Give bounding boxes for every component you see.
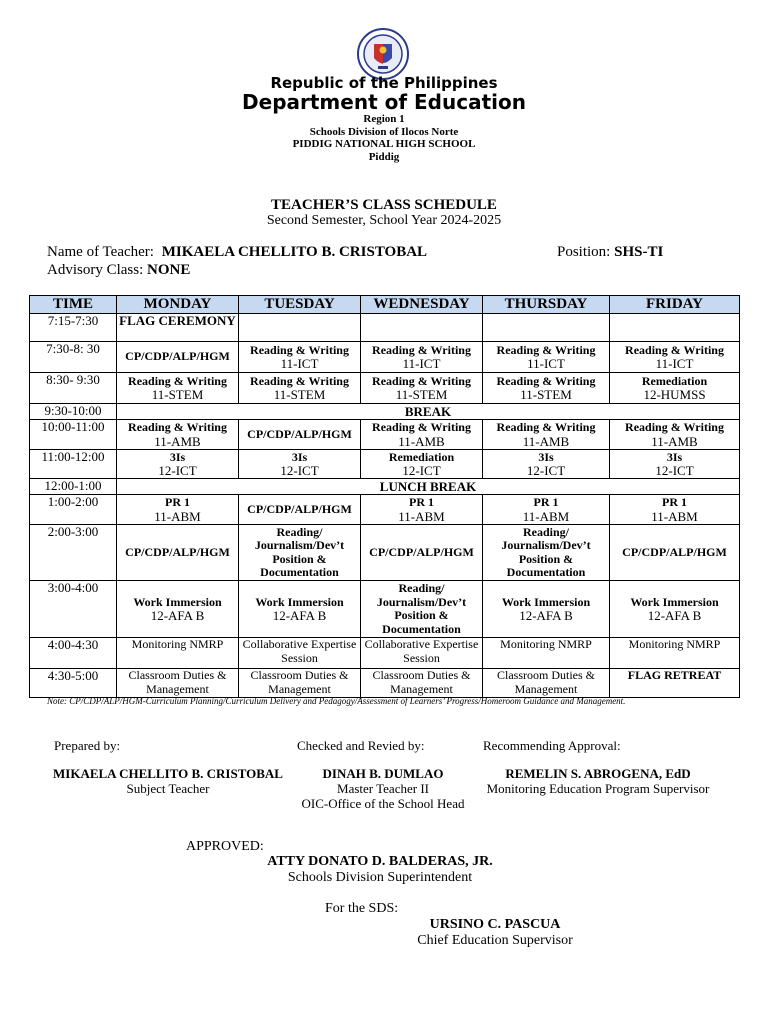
schedule-cell [610,342,740,373]
checked-title: Master Teacher II [337,781,429,796]
section-label: 12-ICT [158,463,197,478]
section-label: 11-ICT [527,356,565,371]
schedule-cell [483,373,610,404]
time-cell: 9:30-10:00 [30,404,117,420]
section-label: Collaborative Expertise Session [364,637,479,665]
schedule-cell [361,373,483,404]
time-cell: 8:30- 9:30 [30,373,117,404]
schedule-cell [117,373,239,404]
subject-label: Work Immersion [501,594,591,609]
time-cell: 2:00-3:00 [30,525,117,581]
schedule-cell [239,450,361,479]
table-row [30,479,740,495]
approved-label: APPROVED: [186,839,264,854]
section-label: 11-STEM [273,387,326,402]
time-cell: 1:00-2:00 [30,495,117,525]
section-label: 12-ICT [402,463,441,478]
subject-label: Reading & Writing [250,342,349,357]
table-row [30,581,740,638]
subject-label: Reading & Writing [128,420,227,434]
schedule-cell [239,314,361,342]
section-label: Classroom Duties & Management [497,668,595,696]
recommending-name: REMELIN S. ABROGENA, EdD [505,766,691,781]
time-cell: 4:30-5:00 [30,669,117,698]
school-line: PIDDIG NATIONAL HIGH SCHOOL [292,138,476,150]
column-header-tuesday: TUESDAY [239,296,361,314]
region-line: Region 1 [363,113,405,125]
section-label: 12-ICT [280,463,319,478]
subject-label: Reading & Writing [496,420,596,434]
for-sds-title: Chief Education Supervisor [417,933,573,948]
schedule-cell [610,314,740,342]
time-cell: 10:00-11:00 [30,420,117,450]
section-label: 12-AFA B [150,608,205,623]
schedule-cell [361,525,483,581]
republic-heading: Republic of the Philippines [270,74,498,92]
section-label: 11-AMB [398,433,445,449]
schedule-cell [361,669,483,698]
subject-label: Reading & Writing [625,420,724,434]
subject-label: CP/CDP/ALP/HGM [125,544,230,559]
advisory-row [47,262,190,279]
section-label: 11-AMB [651,433,698,449]
subject-label: Remediation [388,449,455,464]
town-line: Piddig [368,151,400,163]
table-row [30,450,740,479]
for-sds-signatory [400,917,590,949]
schedule-cell [610,373,740,404]
subject-label: Work Immersion [255,594,344,609]
schedule-cell [483,314,610,342]
column-header-time: TIME [30,296,117,314]
schedule-cell [610,450,740,479]
time-cell: 7:15-7:30 [30,314,117,342]
subject-label: CP/CDP/ALP/HGM [247,426,352,441]
deped-seal-icon [357,28,409,80]
subject-label: Reading & Writing [496,373,596,388]
schedule-cell [361,450,483,479]
subject-label: CP/CDP/ALP/HGM [247,501,352,516]
section-label: 11-AMB [522,433,570,449]
prepared-name: MIKAELA CHELLITO B. CRISTOBAL [53,766,283,781]
recommending-label: Recommending Approval: [483,738,621,753]
subject-label: Reading & Writing [625,342,724,357]
schedule-cell [483,581,610,638]
schedule-cell [239,342,361,373]
division-line: Schools Division of Ilocos Norte [309,126,459,138]
advisory-label: Advisory Class: [47,262,144,278]
prepared-by-label: Prepared by: [54,738,121,753]
subject-label: Reading & Writing [372,373,471,388]
time-cell: 12:00-1:00 [30,479,117,495]
schedule-cell [239,525,361,581]
section-label: 11-ICT [402,356,441,371]
prepared-title: Subject Teacher [126,781,210,796]
table-row [30,342,740,373]
schedule-cell [361,420,483,450]
schedule-cell [117,525,239,581]
schedule-cell [239,495,361,525]
checked-name: DINAH B. DUMLAO [322,766,444,781]
approved-name: ATTY DONATO D. BALDERAS, JR. [267,854,493,869]
checked-title-2: OIC-Office of the School Head [301,796,465,811]
table-row [30,314,740,342]
table-row [30,373,740,404]
subject-label: CP/CDP/ALP/HGM [369,544,474,559]
column-header-friday: FRIDAY [610,296,740,314]
table-row [30,525,740,581]
schedule-cell [117,581,239,638]
section-label: 12-HUMSS [643,387,706,402]
schedule-cell [483,420,610,450]
approved-title: Schools Division Superintendent [287,870,473,885]
schedule-cell [117,342,239,373]
recommending-title: Monitoring Education Program Supervisor [486,781,710,796]
schedule-cell [239,638,361,669]
subject-label: PR 1 [533,495,559,509]
break-cell: LUNCH BREAK [117,479,740,495]
schedule-cell [610,669,740,698]
subject-label: Reading & Writing [250,373,349,388]
section-label: Collaborative Expertise Session [242,637,357,665]
section-label: 11-ICT [280,356,319,371]
schedule-note: Note: CP/CDP/ALP/HGM-Curriculum Planning/Curriculum Delivery and Pedagogy/Assessment of Learners’ Progress/Homeroom Guidance and Management. [47,696,626,706]
department-heading: Department of Education [242,90,526,114]
subject-label: 3Is [169,449,186,464]
schedule-cell [610,495,740,525]
section-label: Classroom Duties & Management [128,668,227,696]
subject-label: Work Immersion [133,594,222,609]
subject-label: PR 1 [662,495,687,509]
schedule-cell [483,525,610,581]
section-label: 11-AMB [154,433,201,449]
column-header-thursday: THURSDAY [483,296,610,314]
schedule-cell [361,495,483,525]
schedule-cell [239,420,361,450]
column-header-monday: MONDAY [117,296,239,314]
subject-label: Reading & Writing [128,373,227,388]
subject-label: Reading & Writing [496,342,596,357]
schedule-cell [239,373,361,404]
schedule-cell [610,581,740,638]
subject-label: Reading & Writing [372,342,471,357]
section-label: Monitoring NMRP [628,637,721,651]
schedule-cell [361,342,483,373]
subject-label: Reading & Writing [372,420,471,434]
subject-label: CP/CDP/ALP/HGM [622,544,727,559]
subject-label: 3Is [538,449,554,464]
schedule-cell [117,669,239,698]
subject-label: PR 1 [409,495,434,509]
subject-label: Remediation [641,373,708,388]
time-cell: 4:00-4:30 [30,638,117,669]
subject-label: Reading/ Journalism/Dev’t Position & Documentation [376,581,467,636]
subject-label: Work Immersion [630,594,719,609]
table-header-row [30,296,740,314]
section-label: 11-ICT [655,356,694,371]
section-label: 11-ABM [522,508,570,524]
time-cell: 7:30-8: 30 [30,342,117,373]
schedule-cell [610,638,740,669]
section-label: 11-STEM [395,387,448,402]
section-label: Classroom Duties & Management [372,668,471,696]
for-sds-label: For the SDS: [325,901,399,916]
section-label: 11-STEM [151,387,204,402]
prepared-signatory [40,766,296,796]
section-label: 12-AFA B [519,608,573,623]
schedule-cell [483,669,610,698]
schedule-cell [117,314,239,342]
checked-signatory [283,766,483,811]
section-label: 12-ICT [655,463,694,478]
column-header-wednesday: WEDNESDAY [361,296,483,314]
table-row [30,495,740,525]
subject-label: Reading/ Journalism/Dev’t Position & Documentation [501,524,591,579]
subject-label: FLAG CEREMONY [119,313,236,328]
break-cell: BREAK [117,404,740,420]
document-title: TEACHER’S CLASS SCHEDULE [271,197,497,213]
section-label: 11-ABM [398,508,445,524]
schedule-cell [361,638,483,669]
schedule-cell [361,581,483,638]
subject-label: FLAG RETREAT [627,668,722,682]
schedule-cell [483,638,610,669]
table-row [30,669,740,698]
approved-signatory [250,854,510,886]
schedule-cell [483,342,610,373]
table-row [30,420,740,450]
schedule-cell [239,669,361,698]
advisory-value: NONE [147,262,191,278]
checked-by-label: Checked and Revied by: [297,738,425,753]
schedule-cell [117,638,239,669]
teacher-name-label: Name of Teacher: [47,244,154,260]
section-label: Monitoring NMRP [500,637,592,651]
schedule-cell [117,450,239,479]
position-value: SHS-TI [614,244,664,260]
schedule-cell [239,581,361,638]
subject-label: 3Is [291,449,308,464]
section-label: 11-ABM [154,508,201,524]
position-row [557,244,663,261]
subject-label: 3Is [666,449,683,464]
time-cell: 3:00-4:00 [30,581,117,638]
table-row [30,404,740,420]
table-row [30,638,740,669]
section-label: 12-AFA B [647,608,702,623]
subject-label: PR 1 [165,495,190,509]
section-label: 11-ABM [651,508,698,524]
for-sds-name: URSINO C. PASCUA [429,917,561,932]
schedule-cell [117,420,239,450]
time-cell: 11:00-12:00 [30,450,117,479]
schedule-cell [483,450,610,479]
document-subtitle: Second Semester, School Year 2024-2025 [266,213,502,228]
position-label: Position: [557,244,611,260]
schedule-cell [610,420,740,450]
subject-label: Reading/ Journalism/Dev’t Position & Documentation [254,524,345,579]
section-label: Monitoring NMRP [131,637,224,651]
section-label: 12-ICT [526,463,566,478]
section-label: 12-AFA B [272,608,327,623]
recommending-signatory [480,766,716,796]
section-label: Classroom Duties & Management [250,668,349,696]
subject-label: CP/CDP/ALP/HGM [125,349,230,364]
schedule-cell [361,314,483,342]
schedule-table [29,295,740,698]
schedule-cell [117,495,239,525]
schedule-cell [483,495,610,525]
schedule-cell [610,525,740,581]
teacher-name-row [47,244,427,261]
teacher-name: MIKAELA CHELLITO B. CRISTOBAL [161,244,428,260]
section-label: 11-STEM [520,387,572,402]
